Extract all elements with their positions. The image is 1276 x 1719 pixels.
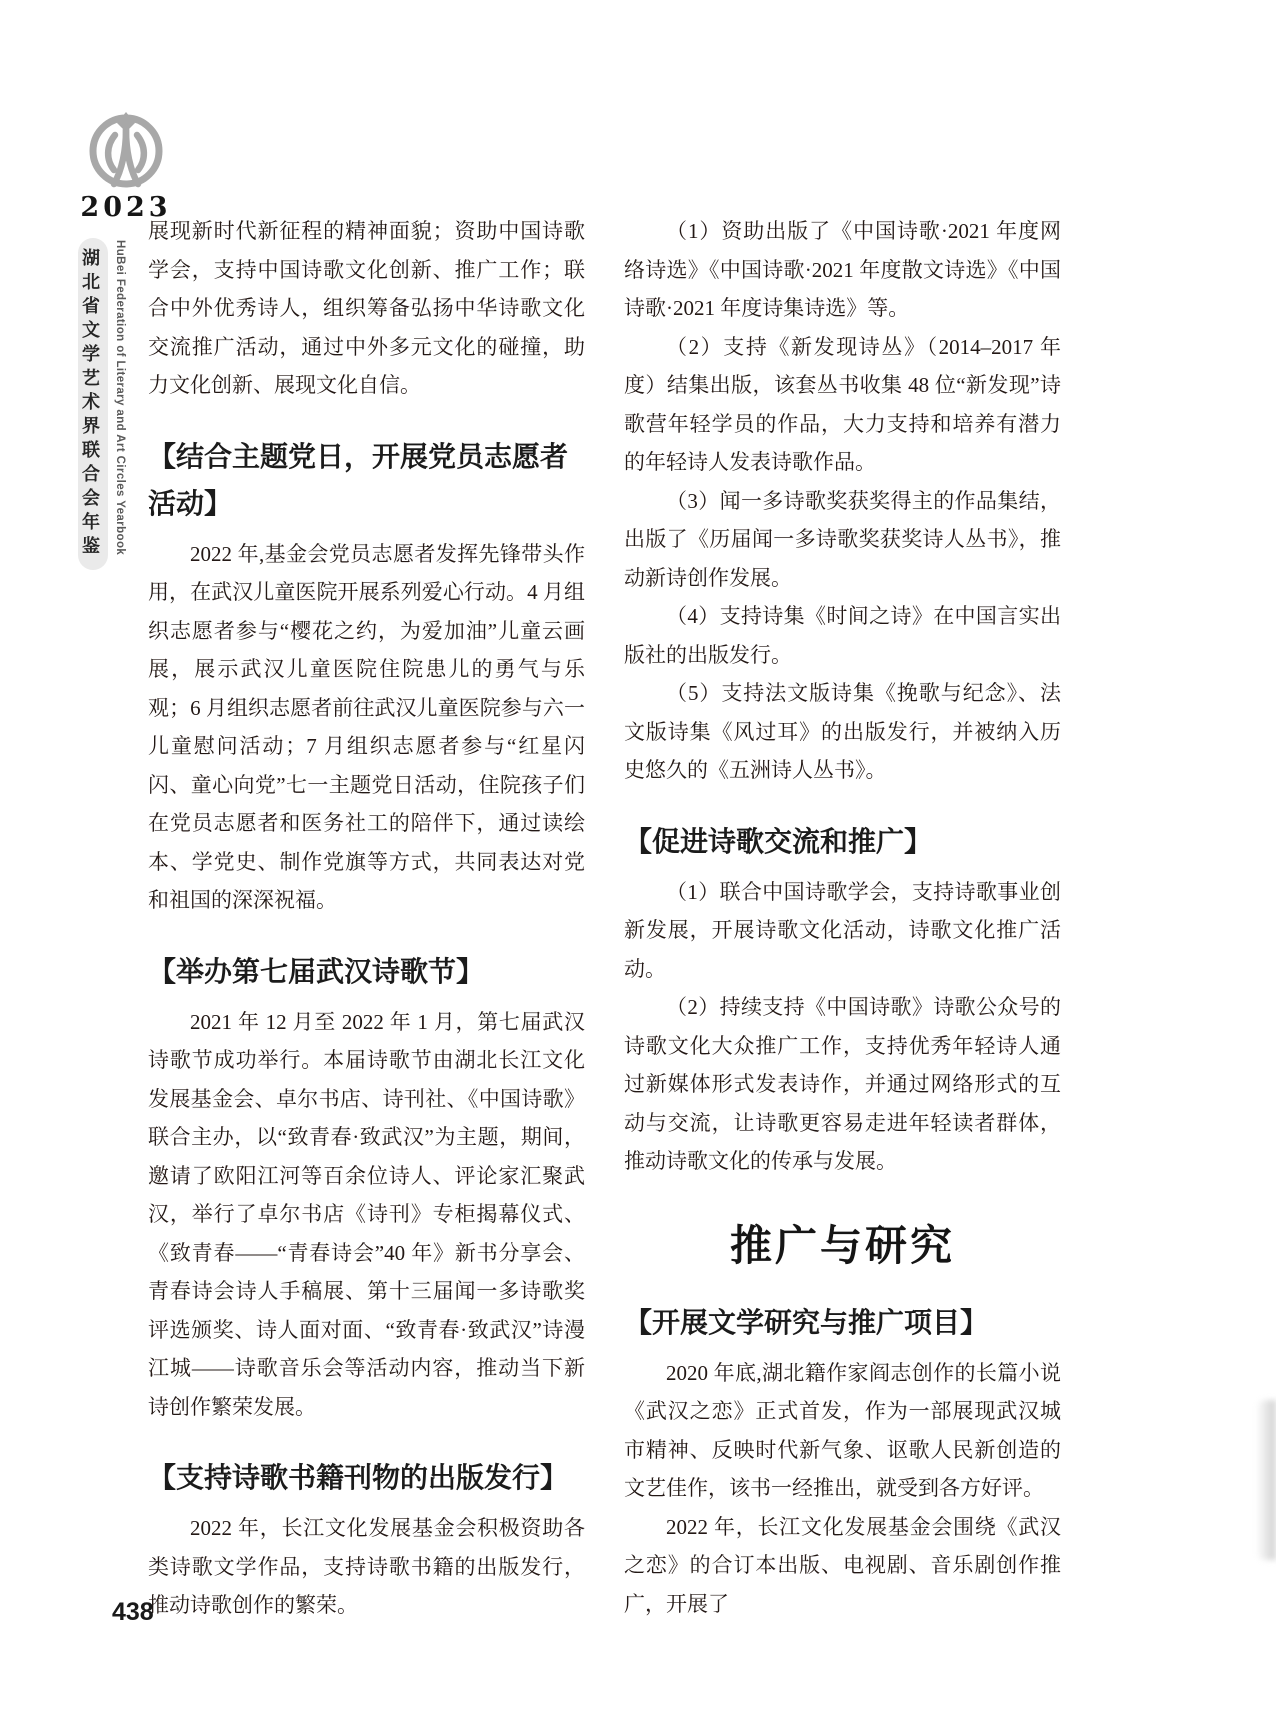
paragraph: 2021 年 12 月至 2022 年 1 月，第七届武汉诗歌节成功举行。本届诗歌节由湖北长江文化发展基金会、卓尔书店、诗刊社、《中国诗歌》联合主办，以“致青春·致武汉”为主题，期间，邀请了欧阳江河等百余位诗人、评论家汇聚武汉，举行了卓尔书店《诗刊》专柜揭幕仪式、《致青春——“青春诗会”40 年》新书分享会、青春诗会诗人手稿展、第十三届闻一多诗歌奖评选颁奖、诗人面对面、“致青春·致武汉”诗漫江城——诗歌音乐会等活动内容，推动当下新诗创作繁荣发展。 (148, 1009, 585, 1419)
entry-heading: 【促进诗歌交流和推广】 (624, 825, 933, 857)
federation-emblem-icon (84, 108, 168, 190)
paragraph: 2020 年底,湖北籍作家阎志创作的长篇小说《武汉之恋》正式首发，作为一部展现武汉城市精神、反映时代新气象、讴歌人民新创造的文艺佳作，该书一经推出，就受到各方好评。 (624, 1360, 1061, 1500)
brand-block (76, 108, 176, 223)
paragraph: 2022 年,基金会党员志愿者发挥先锋带头作用，在武汉儿童医院开展系列爱心行动。4 月组织志愿者参与“樱花之约，为爱加油”儿童云画展，展示武汉儿童医院住院患儿的勇气与乐观；6 月组织志愿者前往武汉儿童医院参与六一儿童慰问活动；7 月组织志愿者参与“红星闪闪、童心向党”七一主题党日活动，住院孩子们在党员志愿者和医务社工的陪伴下，通过读绘本、学党史、制作党旗等方式，共同表达对党和祖国的深深祝福。 (148, 541, 585, 912)
page-number: 438 (112, 1598, 154, 1626)
entry-heading: 【举办第七届武汉诗歌节】 (148, 955, 485, 987)
right-column (624, 212, 1061, 1623)
paragraph: 2022 年，长江文化发展基金会围绕《武汉之恋》的合订本出版、电视剧、音乐剧创作推广，开展了 (624, 1514, 1061, 1616)
entry-heading: 【开展文学研究与推广项目】 (624, 1306, 989, 1338)
left-column (148, 212, 585, 1625)
paragraph: （1）联合中国诗歌学会，支持诗歌事业创新发展，开展诗歌文化活动，诗歌文化推广活动。 (624, 879, 1061, 981)
sidebar-title-en: HuBei Federation of Literary and Art Circles Yearbook (114, 240, 126, 556)
sidebar-title-cn: 湖北省文学艺术界联合会年鉴 (78, 238, 108, 570)
edition-year: 2023 (80, 192, 172, 223)
section-title: 推广与研究 (729, 1221, 955, 1269)
paragraph: （5）支持法文版诗集《挽歌与纪念》、法文版诗集《风过耳》的出版发行，并被纳入历史悠久的《五洲诗人丛书》。 (624, 681, 1061, 782)
paragraph: 2022 年，长江文化发展基金会积极资助各类诗歌文学作品，支持诗歌书籍的出版发行，推动诗歌创作的繁荣。 (148, 1516, 585, 1617)
scan-shadow (1256, 1400, 1276, 1560)
paragraph: （2）持续支持《中国诗歌》诗歌公众号的诗歌文化大众推广工作，支持优秀年轻诗人通过新媒体形式发表诗作，并通过网络形式的互动与交流，让诗歌更容易走进年轻读者群体，推动诗歌文化的传承与发展。 (624, 995, 1061, 1173)
paragraph: （3）闻一多诗歌奖获奖得主的作品集结，出版了《历届闻一多诗歌奖获奖诗人丛书》，推动新诗创作发展。 (624, 488, 1061, 590)
paragraph: （4）支持诗集《时间之诗》在中国言实出版社的出版发行。 (624, 604, 1061, 667)
paragraph: （1）资助出版了《中国诗歌·2021 年度网络诗选》《中国诗歌·2021 年度散文诗选》《中国诗歌·2021 年度诗集诗选》等。 (624, 219, 1061, 320)
paragraph: 展现新时代新征程的精神面貌；资助中国诗歌学会，支持中国诗歌文化创新、推广工作；联合中外优秀诗人，组织筹备弘扬中华诗歌文化交流推广活动，通过中外多元文化的碰撞，助力文化创新、展现文化自信。 (148, 219, 585, 397)
paragraph: （2）支持《新发现诗丛》（2014–2017 年度）结集出版，该套丛书收集 48 位“新发现”诗歌营年轻学员的作品，大力支持和培养有潜力的年轻诗人发表诗歌作品。 (624, 334, 1061, 474)
entry-heading: 【结合主题党日，开展党员志愿者活动】 (148, 440, 569, 519)
entry-heading: 【支持诗歌书籍刊物的出版发行】 (148, 1462, 569, 1493)
